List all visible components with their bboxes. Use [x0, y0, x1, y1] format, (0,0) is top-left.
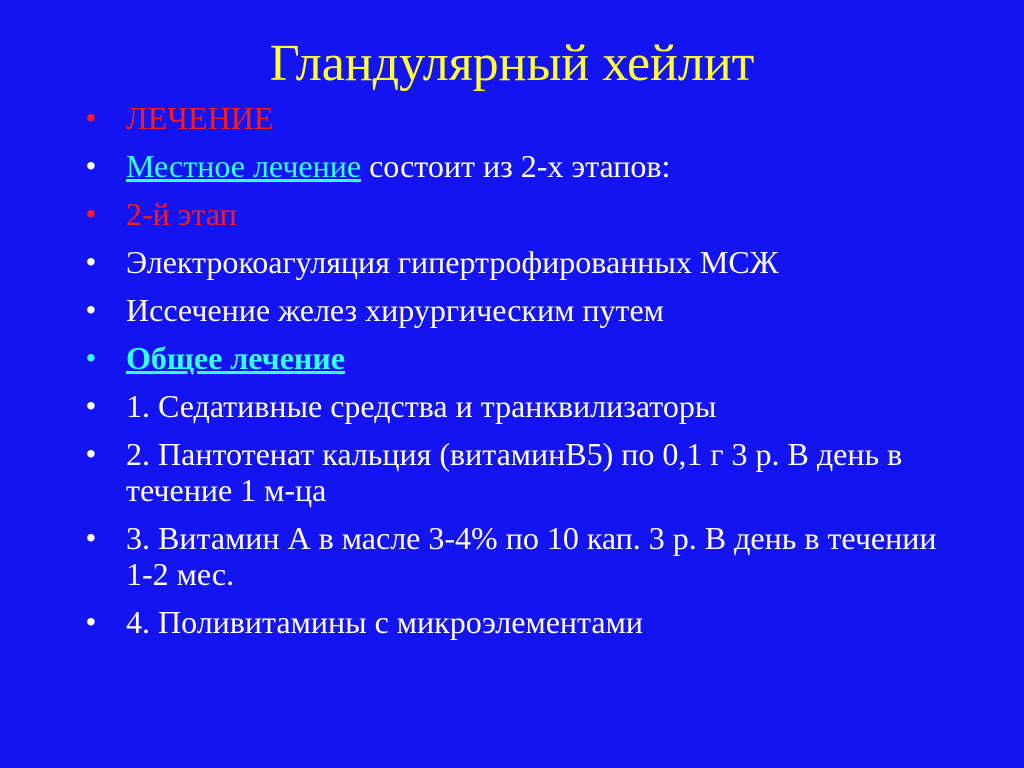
bullet-sedatives	[86, 388, 946, 424]
bullet-stage-2	[86, 196, 946, 232]
bullet-dot: •	[86, 294, 96, 325]
bullet-dot: •	[86, 198, 96, 229]
electrocoagulation-text: Электрокоагуляция гипертрофированных МСЖ	[126, 244, 779, 280]
excision-text: Иссечение желез хирургическим путем	[126, 292, 664, 328]
general-treatment-link[interactable]: Общее лечение	[126, 340, 345, 376]
bullet-dot: •	[86, 150, 96, 181]
bullet-dot: •	[86, 246, 96, 277]
local-treatment-link[interactable]: Местное лечение	[126, 148, 362, 184]
multivitamins-text: 4. Поливитамины с микроэлементами	[126, 604, 643, 640]
bullet-dot: •	[86, 390, 96, 421]
slide-title: Гландулярный хейлит	[269, 35, 755, 92]
stage-2-label: 2-й этап	[126, 196, 237, 232]
bullet-electrocoagulation	[86, 244, 946, 280]
bullet-dot: •	[86, 102, 96, 133]
bullet-local-treatment	[86, 148, 946, 184]
bullet-multivitamins	[86, 604, 946, 640]
bullet-dot: •	[86, 342, 96, 373]
bullet-pantothenate	[86, 436, 946, 508]
bullet-list	[86, 100, 946, 652]
vitamin-a-text: 3. Витамин А в масле 3-4% по 10 кап. 3 р. В день в течении 1-2 мес.	[126, 520, 937, 592]
local-treatment-text: состоит из 2-х этапов:	[361, 148, 671, 184]
treatment-heading: ЛЕЧЕНИЕ	[126, 100, 274, 136]
pantothenate-text: 2. Пантотенат кальция (витаминВ5) по 0,1 г 3 р. В день в течение 1 м-ца	[126, 436, 903, 508]
bullet-excision	[86, 292, 946, 328]
bullet-vitamin-a	[86, 520, 946, 592]
bullet-general-treatment	[86, 340, 946, 376]
sedatives-text: 1. Седативные средства и транквилизаторы	[126, 388, 717, 424]
bullet-dot: •	[86, 606, 96, 637]
bullet-dot: •	[86, 522, 96, 553]
bullet-treatment-heading	[86, 100, 946, 136]
bullet-dot: •	[86, 438, 96, 469]
